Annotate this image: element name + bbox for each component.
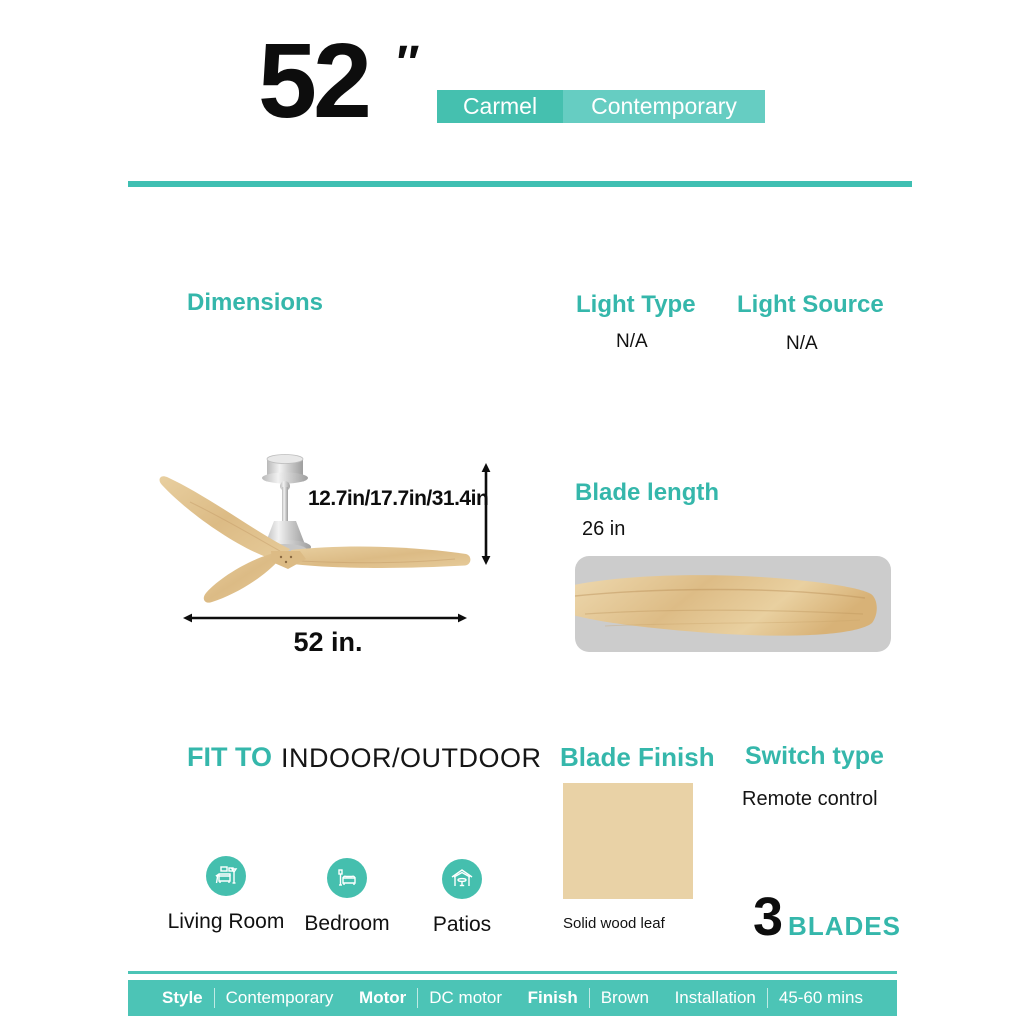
blade-length-heading: Blade length [575,479,720,506]
spec-motor [359,988,502,1008]
wood-finish-caption: Solid wood leaf [563,915,665,932]
room-label: Living Room [167,910,285,933]
blade-count-label: BLADES [788,911,901,941]
blade-length-value: 26 in [582,518,626,540]
switch-type-heading: Switch type [745,742,884,770]
light-source-heading: Light Source [737,291,884,318]
spec-label: Motor [359,988,407,1007]
living-room-icon [206,856,246,896]
spec-value: DC motor [429,988,502,1007]
height-dimension-arrow [478,463,494,565]
downrod-height-label: 12.7in/17.7in/31.4in [308,487,489,510]
badge-series-name: Carmel [437,90,563,123]
footer-separator [767,988,768,1008]
footer-separator [214,988,215,1008]
series-badge [437,90,765,123]
spec-footer-bar [128,980,897,1016]
footer-separator [417,988,418,1008]
fan-size-number: 52 [258,22,368,140]
footer-separator [589,988,590,1008]
fit-to-heading: FIT TO [187,742,272,772]
patio-icon [442,859,482,899]
single-blade-image [575,556,891,652]
header-divider [128,181,912,187]
blade-photo-card [575,556,891,652]
fit-to-value: INDOOR/OUTDOOR [281,743,542,773]
footer-accent-line [128,971,897,974]
spec-value: 45-60 mins [778,988,863,1007]
blade-finish-heading: Blade Finish [560,742,715,772]
switch-type-value: Remote control [742,788,878,810]
spec-label: Finish [527,988,578,1007]
spec-label: Installation [674,988,756,1007]
spec-value: Contemporary [225,988,334,1007]
width-dimension-arrow [183,610,467,626]
spec-installation [675,988,863,1008]
badge-style-name: Contemporary [563,90,765,123]
room-label: Bedroom [304,912,390,935]
room-label: Patios [432,913,492,936]
room-patios [382,859,542,937]
wood-finish-swatch [563,783,693,899]
ceiling-fan-image [150,447,480,612]
spec-style [162,988,333,1008]
spec-finish [528,988,649,1008]
fan-sweep-label: 52 in. [293,627,363,657]
spec-label: Style [162,988,203,1007]
light-type-value: N/A [616,331,648,352]
spec-value: Brown [600,988,649,1007]
light-type-heading: Light Type [576,291,696,318]
dimensions-heading: Dimensions [187,289,324,316]
inch-mark: ″ [394,37,417,90]
bedroom-icon [327,858,367,898]
blade-count [753,887,901,947]
blade-count-number: 3 [753,887,784,947]
light-source-value: N/A [786,333,818,354]
